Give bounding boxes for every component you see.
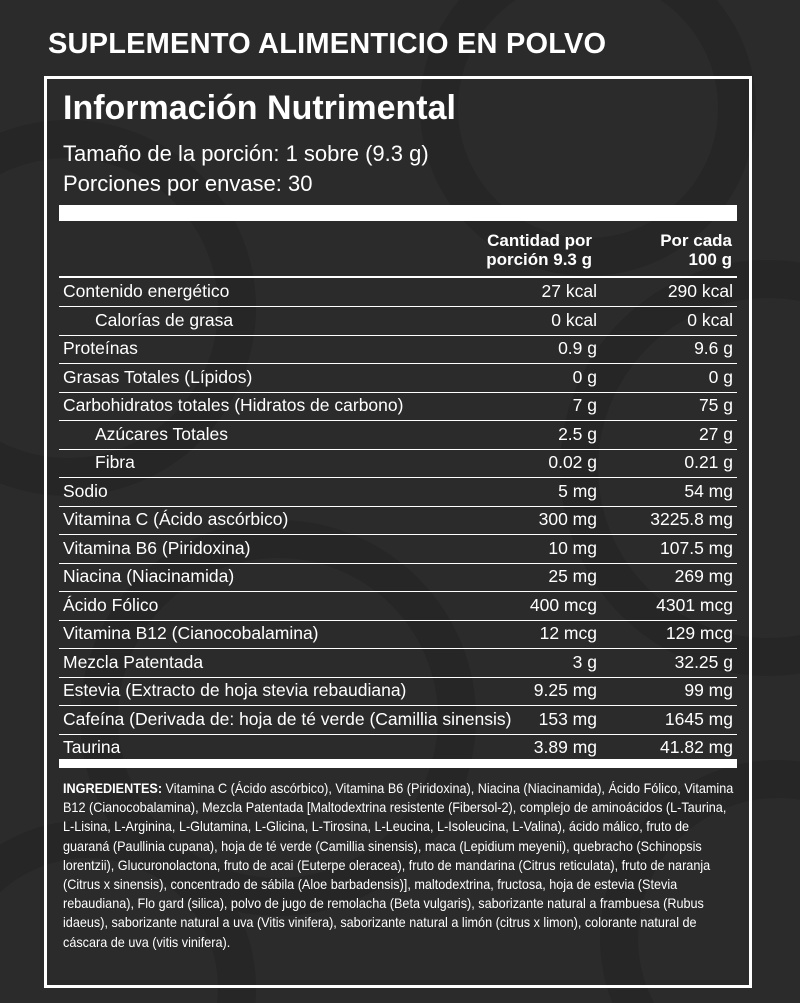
per-serving-value: 27 kcal [541, 281, 597, 301]
nutrient-name: Calorías de grasa [95, 309, 234, 330]
per-serving-value: 0.02 g [548, 452, 597, 472]
table-row [59, 677, 737, 706]
per-100g-value: 0 kcal [687, 309, 733, 330]
table-row [59, 307, 737, 336]
nutrient-name: Vitamina C (Ácido ascórbico) [63, 509, 289, 529]
ingredients-list: Vitamina C (Ácido ascórbico), Vitamina B6 (Piridoxina), Niacina (Niacinamida), Ácido Fólico, Vitamina B12 (Cianocobalamina), Mezcla Patentada [Maltodextrina resistente (Fibersol-2), complejo de aminoácidos (L-Taurina, L-Lisina, L-Arginina, L-Glutamina, L-Glicina, L-Tirosina, L-Leucina, L-Isoleucina, L-Valina), ácido málico, fruto de guaraná (Paullinia cupana), hoja de té verde (Camillia sinensis), maca (Lepidium meyenii), quebracho (Schinopsis lorentzii), Glucuronolactona, fruto de acai (Euterpe oleracea), fruto de mandarina (Citrus reticulata), fruto de naranja (Citrus x sinensis), concentrado de sábila (Aloe barbadensis)], maltodextrina, fructosa, hoja de estevia (Stevia rebaudiana), Flo gard (silica), polvo de jugo de remolacha (Beta vulgaris), saborizante natural a frambuesa (Rubus idaeus), saborizante natural a uva (Vitis vinifera), saborizante natural a limón (citrus x limon), colorante natural de cáscara de uva (vitis vinifera). [63, 781, 734, 950]
per-serving-value: 25 mg [548, 566, 597, 586]
per-100g-value: 41.82 mg [660, 737, 733, 757]
panel-title: Información Nutrimental [63, 89, 456, 127]
table-row [59, 478, 737, 507]
servings-per-container: Porciones por envase: 30 [63, 171, 313, 196]
per-100g-value: 4301 mcg [656, 594, 733, 615]
per-serving-value: 3 g [572, 651, 597, 672]
nutrient-name: Vitamina B6 (Piridoxina) [63, 537, 251, 558]
per-serving-value: 12 mcg [539, 623, 597, 643]
table-row [59, 449, 737, 478]
per-100g-value: 3225.8 mg [650, 509, 733, 529]
per-100g-value: 54 mg [684, 480, 733, 501]
per-100g-value: 129 mcg [665, 623, 733, 643]
per-serving-value: 153 mg [538, 708, 597, 729]
nutrient-name: Sodio [63, 480, 108, 501]
nutrition-panel [44, 76, 752, 988]
nutrient-name: Contenido energético [63, 281, 230, 301]
table-row [59, 278, 737, 307]
nutrient-name: Mezcla Patentada [63, 651, 204, 672]
table-row [59, 506, 737, 535]
table-row [59, 421, 737, 450]
per-100g-value: 9.6 g [694, 338, 733, 358]
per-serving-value: 0 g [572, 366, 597, 387]
table-row [59, 706, 737, 735]
per-100g-value: 107.5 mg [660, 537, 733, 558]
ingredients-text [63, 779, 737, 952]
nutrient-name: Estevia (Extracto de hoja stevia rebaudiana) [63, 680, 407, 700]
per-serving-value: 400 mcg [529, 594, 597, 615]
nutrient-name: Carbohidratos totales (Hidratos de carbono) [63, 395, 404, 415]
per-serving-value: 300 mg [538, 509, 597, 529]
table-row [59, 335, 737, 364]
column-header-per-100g: Por cada 100 g [660, 231, 732, 269]
nutrient-name: Ácido Fólico [63, 594, 159, 615]
per-100g-value: 75 g [698, 395, 733, 415]
per-100g-value: 1645 mg [664, 708, 733, 729]
per-100g-value: 0 g [708, 366, 733, 387]
table-row [59, 392, 737, 421]
per-100g-value: 32.25 g [674, 651, 733, 672]
nutrient-name: Niacina (Niacinamida) [63, 566, 235, 586]
nutrient-name: Azúcares Totales [95, 423, 228, 444]
product-title: SUPLEMENTO ALIMENTICIO EN POLVO [48, 28, 607, 60]
nutrient-name: Proteínas [63, 338, 138, 358]
table-row [59, 364, 737, 393]
nutrient-name: Fibra [95, 452, 135, 472]
table-row [59, 563, 737, 592]
per-serving-value: 7 g [572, 395, 597, 415]
per-100g-value: 290 kcal [667, 281, 733, 301]
per-serving-value: 2.5 g [558, 423, 597, 444]
per-100g-value: 99 mg [684, 680, 733, 700]
column-header-per-serving: Cantidad por porción 9.3 g [486, 231, 592, 269]
per-serving-value: 0 kcal [551, 309, 597, 330]
serving-size: Tamaño de la porción: 1 sobre (9.3 g) [63, 141, 429, 166]
nutrient-name: Vitamina B12 (Cianocobalamina) [63, 623, 319, 643]
table-row [59, 620, 737, 649]
per-serving-value: 5 mg [558, 480, 597, 501]
per-100g-value: 27 g [698, 423, 733, 444]
divider-thick-top [59, 205, 737, 221]
ingredients-label: INGREDIENTES: [63, 781, 163, 796]
nutrient-name: Grasas Totales (Lípidos) [63, 366, 253, 387]
per-serving-value: 9.25 mg [533, 680, 597, 700]
divider-thick-bottom [59, 759, 737, 768]
per-serving-value: 3.89 mg [533, 737, 597, 757]
per-serving-value: 0.9 g [558, 338, 597, 358]
per-serving-value: 10 mg [548, 537, 597, 558]
table-row [59, 592, 737, 621]
per-100g-value: 0.21 g [684, 452, 733, 472]
table-row [59, 649, 737, 678]
table-row [59, 535, 737, 564]
nutrient-name: Taurina [63, 737, 121, 757]
nutrient-name: Cafeína (Derivada de: hoja de té verde (Camillia sinensis) [63, 708, 512, 729]
per-100g-value: 269 mg [674, 566, 733, 586]
